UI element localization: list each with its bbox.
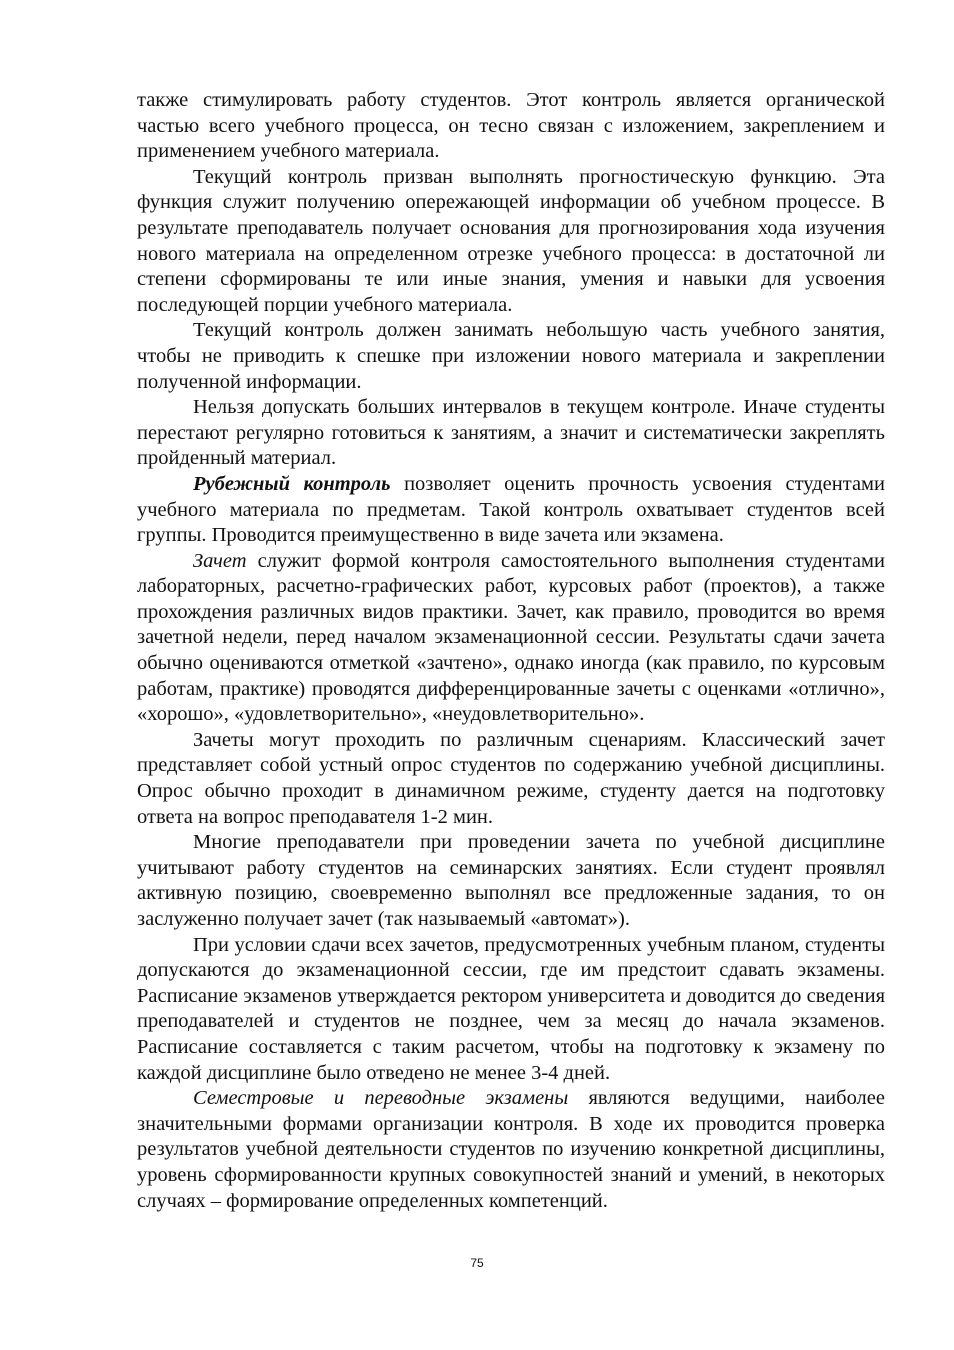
paragraph-6-text: служит формой контроля самостоятельного выполнения студентами лабораторных, расчетно-графических работ, курсовых работ (проектов), а также прохождения различных видов практики. Зачет, как правило, проводится во время зачетной недели, перед началом экзаменационной сессии. Результаты сдачи зачета обычно оцениваются отметкой «зачтено», однако иногда (как правило, по курсовым работам, практике) проводятся дифференцированные зачеты с оценками «отлично», «хорошо», «удовлетворительно», «неудовлетворительно». bbox=[137, 549, 885, 726]
paragraph-7: Зачеты могут проходить по различным сценариям. Классический зачет представляет собой устный опрос студентов по содержанию учебной дисциплины. Опрос обычно проходит в динамичном режиме, студенту дается на подготовку ответа на вопрос преподавателя 1-2 мин. bbox=[137, 728, 885, 828]
paragraph-10-text: являются ведущими, наиболее значительными формами организации контроля. В ходе их проводится проверка результатов учебной деятельности студентов по изучению конкретной дисциплины, уровень сформированности крупных совокупностей знаний и умений, в некоторых случаях – формирование определенных компетенций. bbox=[137, 1087, 885, 1212]
paragraph-9: При условии сдачи всех зачетов, предусмотренных учебным планом, студенты допускаются до экзаменационной сессии, где им предстоит сдавать экзамены. Расписание экзаменов утверждается ректором университета и доводится до сведения преподавателей и студентов не позднее, чем за месяц до начала экзаменов. Расписание составляется с таким расчетом, чтобы на подготовку к экзамену по каждой дисциплине было отведено не менее 3-4 дней. bbox=[137, 933, 885, 1084]
paragraph-2: Текущий контроль призван выполнять прогностическую функцию. Эта функция служит получению опережающей информации об учебном процессе. В результате преподаватель получает основания для прогнозирования хода изучения нового материала на определенном отрезке учебного процесса: в достаточной ли степени сформированы те или иные знания, умения и навыки для усвоения последующей порции учебного материала. bbox=[137, 165, 885, 316]
term-semester-exams: Семестровые и переводные экзамены bbox=[193, 1087, 569, 1110]
term-credit: Зачет bbox=[193, 549, 247, 572]
paragraph-4: Нельзя допускать больших интервалов в текущем контроле. Иначе студенты перестают регулярно готовиться к занятиям, а значит и систематически закреплять пройденный материал. bbox=[137, 396, 885, 470]
paragraph-5 bbox=[137, 472, 885, 549]
page-number: 75 bbox=[470, 1256, 484, 1270]
document-body bbox=[137, 88, 885, 1214]
paragraph-8: Многие преподаватели при проведении зачета по учебной дисциплине учитывают работу студентов на семинарских занятиях. Если студент проявлял активную позицию, своевременно выполнял все предложенные задания, то он заслуженно получает зачет (так называемый «автомат»). bbox=[137, 831, 885, 930]
paragraph-1: также стимулировать работу студентов. Этот контроль является органической частью всего учебного процесса, он тесно связан с изложением, закреплением и применением учебного материала. bbox=[137, 89, 885, 163]
paragraph-6 bbox=[137, 549, 885, 728]
paragraph-3: Текущий контроль должен занимать небольшую часть учебного занятия, чтобы не приводить к спешке при изложении нового материала и закреплении полученной информации. bbox=[137, 319, 885, 393]
paragraph-5-text: позволяет оценить прочность усвоения студентами учебного материала по предметам. Такой контроль охватывает студентов всей группы. Проводится преимущественно в виде зачета или экзамена. bbox=[137, 472, 885, 547]
term-boundary-control: Рубежный контроль bbox=[193, 472, 391, 495]
paragraph-10 bbox=[137, 1086, 885, 1214]
